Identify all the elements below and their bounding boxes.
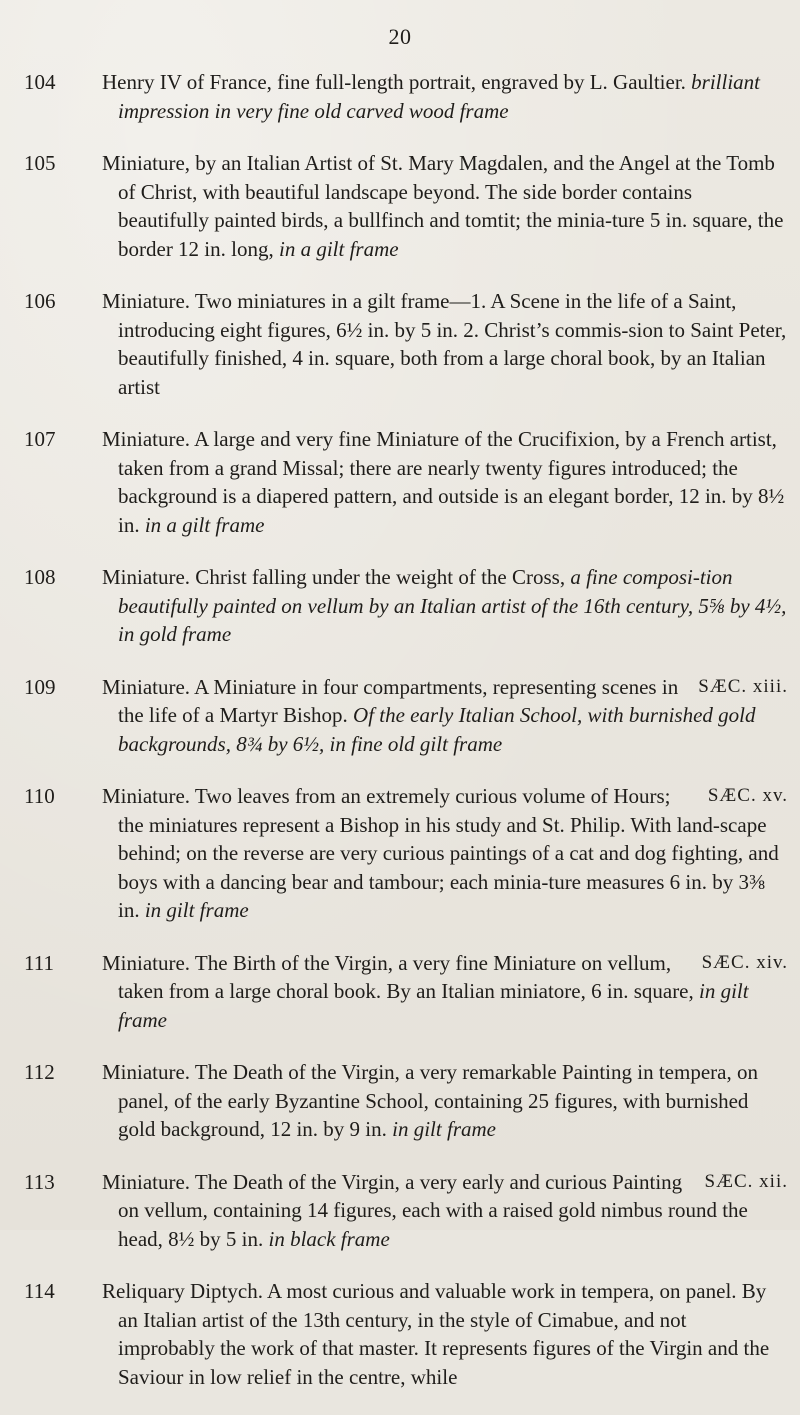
lot-entry <box>0 949 800 1035</box>
lot-number: 114 <box>24 1279 55 1303</box>
century-note: SÆC. xiv. <box>701 951 788 973</box>
lot-description <box>102 68 788 125</box>
lot-description <box>102 673 788 759</box>
lot-text: Miniature, by an Italian Artist of St. Mary Magdalen, and the Angel at the Tomb of Christ, with beautiful landscape beyond. The side border contains beautifully painted birds, a bullfinch and tomtit; the minia-ture 5 in. square, the border 12 in. long, <box>102 151 784 261</box>
lot-text: Henry IV of France, fine full-length portrait, engraved by L. Gaultier. <box>102 70 686 94</box>
lot-text: Reliquary Diptych. A most curious and valuable work in tempera, on panel. By an Italian artist of the 13th century, in the style of Cimabue, and not improbably the work of that master. It represents figures of the Virgin and the Saviour in low relief in the centre, while <box>102 1279 770 1389</box>
lot-description <box>102 1058 788 1144</box>
lot-text: Miniature. A large and very fine Miniature of the Crucifixion, by a French artist, taken from a grand Missal; there are nearly twenty figures introduced; the background is a diapered pattern, and outside is an elegant border, 12 in. by 8½ in. <box>102 427 785 537</box>
lot-number: 104 <box>24 70 56 94</box>
lot-list <box>0 68 800 1415</box>
lot-entry <box>0 425 800 539</box>
lot-entry <box>0 563 800 649</box>
lot-number: 108 <box>24 565 56 589</box>
lot-description <box>102 782 788 925</box>
lot-italic-text: a fine composi-tion beautifully painted on vellum by an Italian artist of the 16th century, 5⅝ by 4½, in gold frame <box>118 565 787 646</box>
lot-number: 105 <box>24 151 56 175</box>
lot-italic-text: in a gilt frame <box>144 512 265 537</box>
lot-text: Miniature. Two leaves from an extremely curious volume of Hours; the miniatures represent a Bishop in his study and St. Philip. With land-scape behind; on the reverse are very curious paintings of a cat and dog fighting, and boys with a dancing bear and tambour; each minia-ture measures 6 in. by 3⅜ in. <box>102 784 779 922</box>
lot-italic-text: in gilt frame <box>392 1117 496 1141</box>
lot-text: Miniature. The Birth of the Virgin, a very fine Miniature on vellum, taken from a large choral book. By an Italian miniatore, 6 in. square, <box>102 950 694 1003</box>
lot-description <box>102 949 788 1035</box>
lot-italic-text: in gilt frame <box>118 979 749 1032</box>
lot-description <box>102 425 788 539</box>
lot-entry <box>0 1168 800 1254</box>
lot-entry <box>0 1058 800 1144</box>
lot-description <box>102 1277 788 1391</box>
lot-italic-text: brilliant impression in very fine old carved wood frame <box>118 70 761 123</box>
lot-description <box>102 563 788 649</box>
century-note: SÆC. xiii. <box>698 675 788 697</box>
lot-description <box>102 1168 788 1254</box>
lot-number: 113 <box>24 1169 55 1194</box>
lot-entry <box>0 287 800 401</box>
lot-description <box>102 287 788 401</box>
lot-italic-text: in gilt frame <box>144 898 249 922</box>
lot-number: 110 <box>24 784 55 808</box>
lot-number: 107 <box>24 427 56 451</box>
lot-description <box>102 149 788 263</box>
lot-text: Miniature. A Miniature in four compartments, representing scenes in the life of a Martyr Bishop. <box>102 674 679 727</box>
lot-number: 106 <box>24 289 56 313</box>
lot-text: Miniature. Two miniatures in a gilt frame—1. A Scene in the life of a Saint, introducing eight figures, 6½ in. by 5 in. 2. Christ’s commis-sion to Saint Peter, beautifully finished, 4 in. square, both from a large choral book, by an Italian artist <box>102 289 787 399</box>
page-number: 20 <box>388 24 412 49</box>
lot-entry <box>0 1277 800 1391</box>
century-note: SÆC. xv. <box>707 785 788 806</box>
lot-italic-text: in a gilt frame <box>278 236 399 261</box>
lot-entry <box>0 782 800 925</box>
lot-italic-text: in black frame <box>268 1226 390 1251</box>
lot-entry <box>0 673 800 759</box>
lot-italic-text: Of the early Italian School, with burnished gold backgrounds, 8¾ by 6½, in fine old gilt frame <box>118 703 756 756</box>
lot-text: Miniature. Christ falling under the weight of the Cross, <box>102 565 566 589</box>
lot-entry <box>0 149 800 263</box>
lot-number: 111 <box>24 950 54 975</box>
lot-entry <box>0 68 800 125</box>
lot-text: Miniature. The Death of the Virgin, a very remarkable Painting in tempera, on panel, of the early Byzantine School, containing 25 figures, with burnished gold background, 12 in. by 9 in. <box>102 1060 758 1141</box>
lot-number: 112 <box>24 1060 55 1084</box>
lot-number: 109 <box>24 674 56 699</box>
lot-text: Miniature. The Death of the Virgin, a very early and curious Painting on vellum, containing 14 figures, each with a raised gold nimbus round the head, 8½ by 5 in. <box>102 1169 748 1251</box>
century-note: SÆC. xii. <box>704 1170 788 1192</box>
